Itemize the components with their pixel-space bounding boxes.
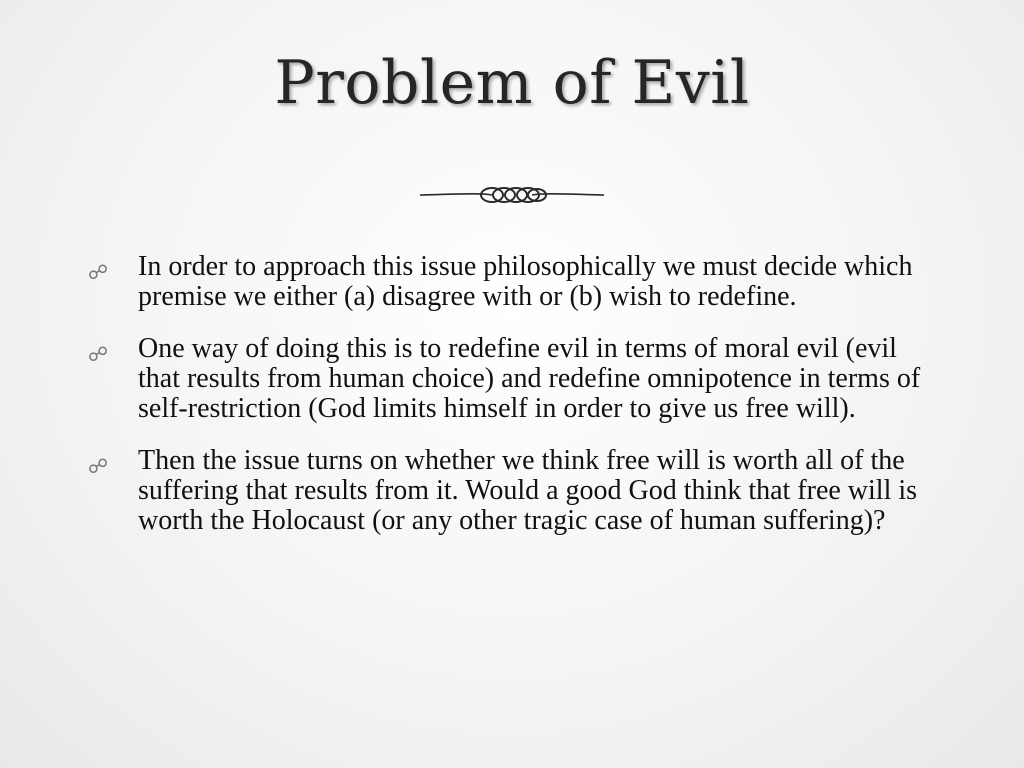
linked-circles-icon: ☍ (88, 342, 109, 366)
bullet-text: One way of doing this is to redefine evil in terms of moral evil (evil that results from human choice) and redefine omnipotence in terms of self-restriction (God limits himself in order to give us free will). (138, 333, 921, 424)
list-item (88, 446, 948, 536)
linked-circles-icon: ☍ (88, 260, 109, 284)
linked-circles-icon: ☍ (88, 454, 109, 478)
bullet-list (88, 252, 948, 558)
bullet-text: Then the issue turns on whether we think free will is worth all of the suffering that results from it. Would a good God think that free will is worth the Holocaust (or any other tragic case of human suffering)? (138, 445, 918, 536)
bullet-text: In order to approach this issue philosophically we must decide which premise we either (a) disagree with or (b) wish to redefine. (138, 251, 913, 312)
list-item (88, 252, 948, 312)
list-item (88, 334, 948, 424)
slide-title: Problem of Evil (274, 48, 750, 118)
flourish-divider-icon (420, 180, 604, 210)
